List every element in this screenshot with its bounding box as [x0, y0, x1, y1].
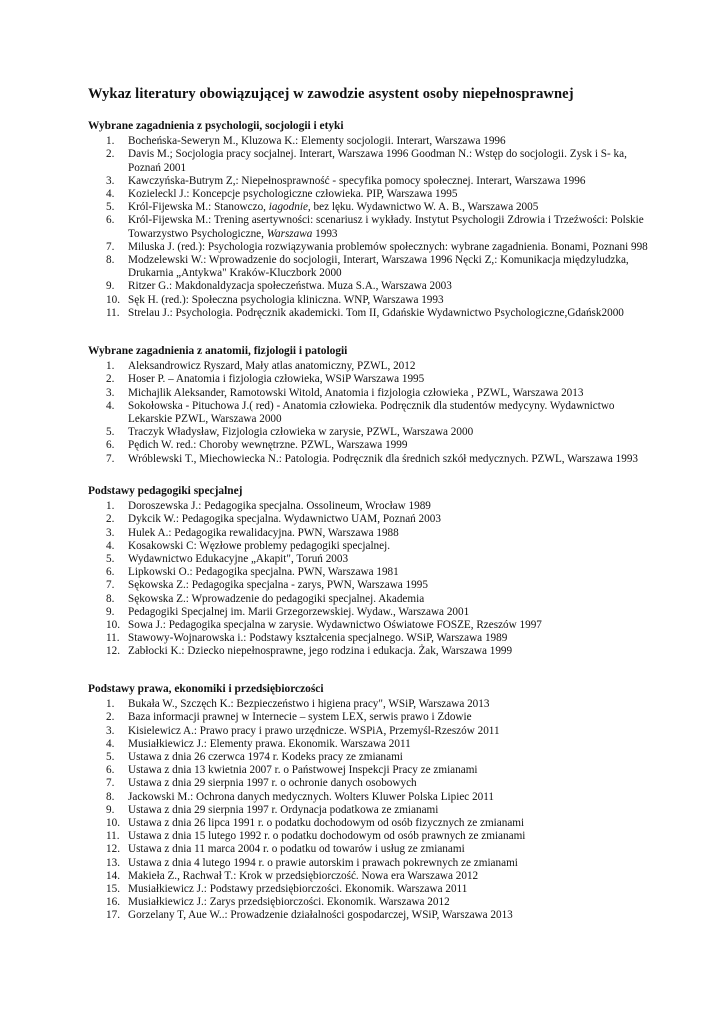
list-item: [88, 791, 648, 804]
list-item: [88, 400, 648, 426]
list-item: [88, 751, 648, 764]
list-item-text: [128, 725, 648, 738]
list-item-line: Modzelewski W.: Wprowadzenie do socjologii, Interart, Warszawa 1996 Nęcki Z,: Komunikacja międzyludzka,: [128, 254, 629, 267]
list-item: [88, 593, 648, 606]
list-item-text: [128, 400, 648, 426]
list-item-number: 7.: [106, 240, 115, 253]
list-item-text: [128, 738, 648, 751]
list-item-number: 8.: [106, 592, 115, 605]
list-item-number: 3.: [106, 724, 115, 737]
list-item-text: [128, 883, 648, 896]
list-item: [88, 280, 648, 293]
list-item-number: 11.: [106, 306, 120, 319]
list-item: [88, 579, 648, 592]
list-item-text: [128, 804, 648, 817]
list-item-line: Hulek A.: Pedagogika rewalidacyjna. PWN, Warszawa 1988: [128, 526, 399, 539]
list-item: [88, 870, 648, 883]
list-item-line: Pędich W. red.: Choroby wewnętrzne. PZWL, Warszawa 1999: [128, 439, 408, 452]
bibliography-list: [88, 135, 648, 320]
list-item: [88, 738, 648, 751]
list-item-number: 1.: [106, 135, 115, 148]
list-item: [88, 513, 648, 526]
list-item-line: Dykcik W.: Pedagogika specjalna. Wydawnictwo UAM, Poznań 2003: [128, 513, 441, 526]
bibliography-list: [88, 500, 648, 658]
list-item-line: Sokołowska - Pituchowa J.( red) - Anatomia człowieka. Podręcznik dla studentów medycyny. Wydawnictwo: [128, 399, 615, 412]
list-item-number: 16.: [106, 896, 120, 909]
list-item-text: [128, 909, 648, 922]
list-item-text: [128, 214, 648, 240]
list-item-number: 12.: [106, 645, 120, 658]
list-item-text: [128, 830, 648, 843]
list-item-text: [128, 439, 648, 452]
list-item-number: 1.: [106, 360, 115, 373]
list-item: [88, 830, 648, 843]
list-item-line: Kosakowski C: Węzłowe problemy pedagogiki specjalnej.: [128, 539, 391, 552]
list-item-text: [128, 870, 648, 883]
list-item-number: 4.: [106, 399, 115, 412]
list-item-number: 14.: [106, 869, 120, 882]
list-item-number: 4.: [106, 737, 115, 750]
list-item-number: 7.: [106, 452, 115, 465]
list-item-line: Ustawa z dnia 26 czerwca 1974 r. Kodeks pracy ze zmianami: [128, 751, 403, 764]
list-item-line: Sęk H. (red.): Społeczna psychologia kliniczna. WNP, Warszawa 1993: [128, 293, 444, 306]
list-item-number: 2.: [106, 513, 115, 526]
list-item-number: 1.: [106, 698, 115, 711]
list-item-line: Ustawa z dnia 11 marca 2004 r. o podatku od towarów i usług ze zmianami: [128, 843, 465, 856]
list-item-text: [128, 201, 648, 214]
list-item-number: 2.: [106, 148, 115, 161]
list-item-line: Jackowski M.: Ochrona danych medycznych. Wolters Kluwer Polska Lipiec 2011: [128, 790, 495, 803]
list-item-text: [128, 280, 648, 293]
list-item-line: Sękowska Z.: Wprowadzenie do pedagogiki specjalnej. Akademia: [128, 592, 425, 605]
list-item: [88, 540, 648, 553]
bibliography-list: [88, 698, 648, 922]
list-item-text: [128, 527, 648, 540]
text-run: Król-Fijewska M.: Stanowczo,: [128, 201, 269, 214]
list-item-number: 11.: [106, 830, 120, 843]
list-item-line: Bukała W., Szczęch K.: Bezpieczeństwo i higiena pracy", WSiP, Warszawa 2013: [128, 698, 490, 711]
list-item-text: [128, 857, 648, 870]
list-item-number: 3.: [106, 174, 115, 187]
bibliography-list: [88, 360, 648, 466]
list-item: [88, 500, 648, 513]
list-item-line: Ritzer G.: Makdonaldyzacja społeczeństwa. Muza S.A., Warszawa 2003: [128, 280, 452, 293]
list-item-line: Ustawa z dnia 29 sierpnia 1997 r. o ochronie danych osobowych: [128, 777, 417, 790]
list-item-line: Musiałkiewicz J.: Podstawy przedsiębiorczości. Ekonomik. Warszawa 2011: [128, 883, 468, 896]
list-item-line: Ustawa z dnia 26 lipca 1991 r. o podatku dochodowym od osób fizycznych ze zmianami: [128, 817, 525, 830]
list-item-line: Bocheńska-Seweryn M., Kluzowa K.: Elementy socjologii. Interart, Warszawa 1996: [128, 135, 506, 148]
list-item-text: [128, 632, 648, 645]
list-item: [88, 804, 648, 817]
list-item-text: [128, 307, 648, 320]
list-item-number: 10.: [106, 619, 120, 632]
list-item-text: [128, 254, 648, 280]
list-item-text: [128, 777, 648, 790]
list-item-number: 9.: [106, 605, 115, 618]
list-item-line: Pedagogiki Specjalnej im. Marii Grzegorzewskiej. Wydaw., Warszawa 2001: [128, 605, 470, 618]
list-item-line: Makieła Z., Rachwał T.: Krok w przedsiębiorczość. Nowa era Warszawa 2012: [128, 869, 479, 882]
list-item-number: 8.: [106, 790, 115, 803]
list-item-number: 6.: [106, 439, 115, 452]
list-item-text: [128, 606, 648, 619]
text-run: 1993: [312, 227, 338, 240]
list-item: [88, 843, 648, 856]
list-item-text: [128, 843, 648, 856]
list-item-text: [128, 148, 648, 174]
list-item: [88, 632, 648, 645]
list-item: [88, 201, 648, 214]
list-item: [88, 896, 648, 909]
list-item-continuation: Poznań 2001: [128, 161, 187, 174]
list-item-line: Sękowska Z.: Pedagogika specjalna - zarys, PWN, Warszawa 1995: [128, 579, 428, 592]
list-item-number: 9.: [106, 280, 115, 293]
list-item-number: 9.: [106, 803, 115, 816]
list-item-line: Kisielewicz A.: Prawo pracy i prawo urzędnicze. WSPiA, Przemyśl-Rzeszów 2011: [128, 724, 500, 737]
list-item-number: 11.: [106, 632, 120, 645]
section-heading: Wybrane zagadnienia z anatomii, fizjologii i patologii: [88, 345, 348, 357]
list-item: [88, 307, 648, 320]
list-item: [88, 254, 648, 280]
list-item-text: [128, 135, 648, 148]
list-item-line: Gorzelany T, Aue W..: Prowadzenie działalności gospodarczej, WSiP, Warszawa 2013: [128, 909, 513, 922]
list-item: [88, 619, 648, 632]
list-item: [88, 439, 648, 452]
list-item-line: Ustawa z dnia 13 kwietnia 2007 r. o Państwowej Inspekcji Pracy ze zmianami: [128, 764, 478, 777]
list-item-text: [128, 764, 648, 777]
list-item-line: Davis M.; Socjologia pracy socjalnej. Interart, Warszawa 1996 Goodman N.: Wstęp do socjologii. Zysk i S- ka,: [128, 148, 627, 161]
list-item-number: 10.: [106, 817, 120, 830]
list-item-text: [128, 540, 648, 553]
list-item-text: [128, 453, 648, 466]
list-item-line: Michajlik Aleksander, Ramotowski Witold, Anatomia i fizjologia człowieka , PZWL, Warszawa 2013: [128, 386, 584, 399]
section-anatomy: [88, 345, 648, 466]
list-item-text: [128, 188, 648, 201]
list-item-continuation: Lekarskie PZWL, Warszawa 2000: [128, 413, 282, 426]
list-item-line: Stawowy-Wojnarowska i.: Podstawy kształcenia specjalnego. WSiP, Warszawa 1989: [128, 632, 508, 645]
list-item-line: Ustawa z dnia 15 lutego 1992 r. o podatku dochodowym od osób prawnych ze zmianami: [128, 830, 526, 843]
list-item-number: 10.: [106, 293, 120, 306]
list-item-text: [128, 513, 648, 526]
list-item-text: [128, 500, 648, 513]
list-item-continuation: Drukarnia „Antykwa" Kraków-Kluczbork 2000: [128, 267, 342, 280]
list-item-line: Strelau J.: Psychologia. Podręcznik akademicki. Tom II, Gdańskie Wydawnictwo Psychologiczne,Gdańsk2000: [128, 306, 624, 319]
text-run: bez lęku. Wydawnictwo W. A. B., Warszawa 2005: [310, 201, 539, 214]
list-item: [88, 453, 648, 466]
list-item-text: [128, 645, 648, 658]
section-law-economics: [88, 683, 648, 923]
section-psychology: [88, 120, 648, 320]
list-item: [88, 764, 648, 777]
list-item: [88, 175, 648, 188]
list-item-text: [128, 294, 648, 307]
list-item-number: 2.: [106, 373, 115, 386]
list-item-line: Zabłocki K.: Dziecko niepełnosprawne, jego rodzina i edukacja. Żak, Warszawa 1999: [128, 645, 513, 658]
list-item-number: 7.: [106, 579, 115, 592]
list-item: [88, 214, 648, 240]
list-item-line: Miluska J. (red.): Psychologia rozwiązywania problemów społecznych: wybrane zagadnienia. Bonami, Poznani 998: [128, 240, 648, 253]
list-item-number: 13.: [106, 856, 120, 869]
list-item-number: 4.: [106, 539, 115, 552]
list-item: [88, 606, 648, 619]
list-item-line: Kawczyńska-Butrym Z,: Niepełnosprawność - specyfika pomocy społecznej. Interart, Warszawa 1996: [128, 174, 586, 187]
list-item: [88, 527, 648, 540]
list-item: [88, 387, 648, 400]
list-item-number: 5.: [106, 426, 115, 439]
list-item-number: 2.: [106, 711, 115, 724]
list-item-number: 5.: [106, 553, 115, 566]
list-item-line: Aleksandrowicz Ryszard, Mały atlas anatomiczny, PZWL, 2012: [128, 360, 416, 373]
list-item-number: 5.: [106, 201, 115, 214]
list-item: [88, 566, 648, 579]
section-heading: Podstawy pedagogiki specjalnej: [88, 485, 243, 497]
list-item-number: 3.: [106, 526, 115, 539]
list-item: [88, 188, 648, 201]
italic-run: Warszawa: [266, 227, 313, 240]
list-item: [88, 426, 648, 439]
list-item-text: [128, 579, 648, 592]
list-item-number: 6.: [106, 566, 115, 579]
list-item-text: [128, 593, 648, 606]
list-item-number: 4.: [106, 188, 115, 201]
list-item-line: [128, 201, 648, 214]
list-item-number: 6.: [106, 214, 115, 227]
list-item-text: [128, 791, 648, 804]
list-item: [88, 817, 648, 830]
list-item: [88, 711, 648, 724]
section-heading: Wybrane zagadnienia z psychologii, socjologii i etyki: [88, 120, 344, 132]
list-item-line: Kozieleckl J.: Koncepcje psychologiczne człowieka. PIP, Warszawa 1995: [128, 188, 458, 201]
list-item-number: 17.: [106, 909, 120, 922]
list-item-number: 1.: [106, 500, 115, 513]
list-item: [88, 148, 648, 174]
list-item-number: 6.: [106, 764, 115, 777]
list-item-text: [128, 175, 648, 188]
list-item-line: Baza informacji prawnej w Internecie – system LEX, serwis prawo i Zdowie: [128, 711, 472, 724]
list-item-number: 15.: [106, 883, 120, 896]
list-item-text: [128, 360, 648, 373]
list-item-line: Lipkowski O.: Pedagogika specjalna. PWN, Warszawa 1981: [128, 566, 399, 579]
list-item: [88, 135, 648, 148]
list-item-text: [128, 387, 648, 400]
list-item: [88, 909, 648, 922]
list-item-text: [128, 817, 648, 830]
list-item-number: 5.: [106, 751, 115, 764]
list-item: [88, 645, 648, 658]
list-item: [88, 883, 648, 896]
list-item-text: [128, 553, 648, 566]
list-item-line: Doroszewska J.: Pedagogika specjalna. Ossolineum, Wrocław 1989: [128, 500, 431, 513]
list-item-continuation: [128, 228, 648, 241]
list-item-text: [128, 896, 648, 909]
list-item-text: [128, 751, 648, 764]
list-item: [88, 725, 648, 738]
list-item-number: 3.: [106, 386, 115, 399]
list-item-number: 7.: [106, 777, 115, 790]
list-item: [88, 857, 648, 870]
list-item-line: Traczyk Władysław, Fizjologia człowieka w zarysie, PZWL, Warszawa 2000: [128, 426, 474, 439]
text-run: Towarzystwo Psychologiczne,: [128, 227, 267, 240]
list-item: [88, 373, 648, 386]
list-item-text: [128, 619, 648, 632]
list-item-number: 12.: [106, 843, 120, 856]
list-item: [88, 777, 648, 790]
list-item-text: [128, 426, 648, 439]
section-special-pedagogy: [88, 485, 648, 659]
list-item-line: Ustawa z dnia 29 sierpnia 1997 r. Ordynacja podatkowa ze zmianami: [128, 803, 439, 816]
list-item: [88, 553, 648, 566]
list-item-number: 8.: [106, 254, 115, 267]
list-item-text: [128, 566, 648, 579]
list-item: [88, 241, 648, 254]
list-item-text: [128, 698, 648, 711]
list-item-line: Wydawnictwo Edukacyjne „Akapit", Toruń 2003: [128, 553, 349, 566]
list-item-text: [128, 241, 648, 254]
list-item: [88, 294, 648, 307]
list-item-line: Król-Fijewska M.: Trening asertywności: scenariusz i wykłady. Instytut Psychologii Zdrowia i Trzeźwości: Polskie: [128, 214, 644, 227]
document-title: Wykaz literatury obowiązującej w zawodzie asystent osoby niepełnosprawnej: [88, 86, 574, 102]
list-item: [88, 698, 648, 711]
list-item-line: Sowa J.: Pedagogika specjalna w zarysie. Wydawnictwo Oświatowe FOSZE, Rzeszów 1997: [128, 619, 542, 632]
list-item-line: Musiałkiewicz J.: Zarys przedsiębiorczości. Ekonomik. Warszawa 2012: [128, 896, 450, 909]
list-item-text: [128, 711, 648, 724]
list-item-line: Wróblewski T., Miechowiecka N.: Patologia. Podręcznik dla średnich szkół medycznych. PZWL, Warszawa 1993: [128, 452, 639, 465]
list-item-line: Musiałkiewicz J.: Elementy prawa. Ekonomik. Warszawa 2011: [128, 737, 411, 750]
list-item-text: [128, 373, 648, 386]
list-item: [88, 360, 648, 373]
section-heading: Podstawy prawa, ekonomiki i przedsiębiorczości: [88, 683, 324, 695]
italic-run: iagodnie,: [268, 201, 311, 214]
list-item-line: Ustawa z dnia 4 lutego 1994 r. o prawie autorskim i prawach pokrewnych ze zmianami: [128, 856, 518, 869]
list-item-line: Hoser P. – Anatomia i fizjologia człowieka, WSiP Warszawa 1995: [128, 373, 425, 386]
